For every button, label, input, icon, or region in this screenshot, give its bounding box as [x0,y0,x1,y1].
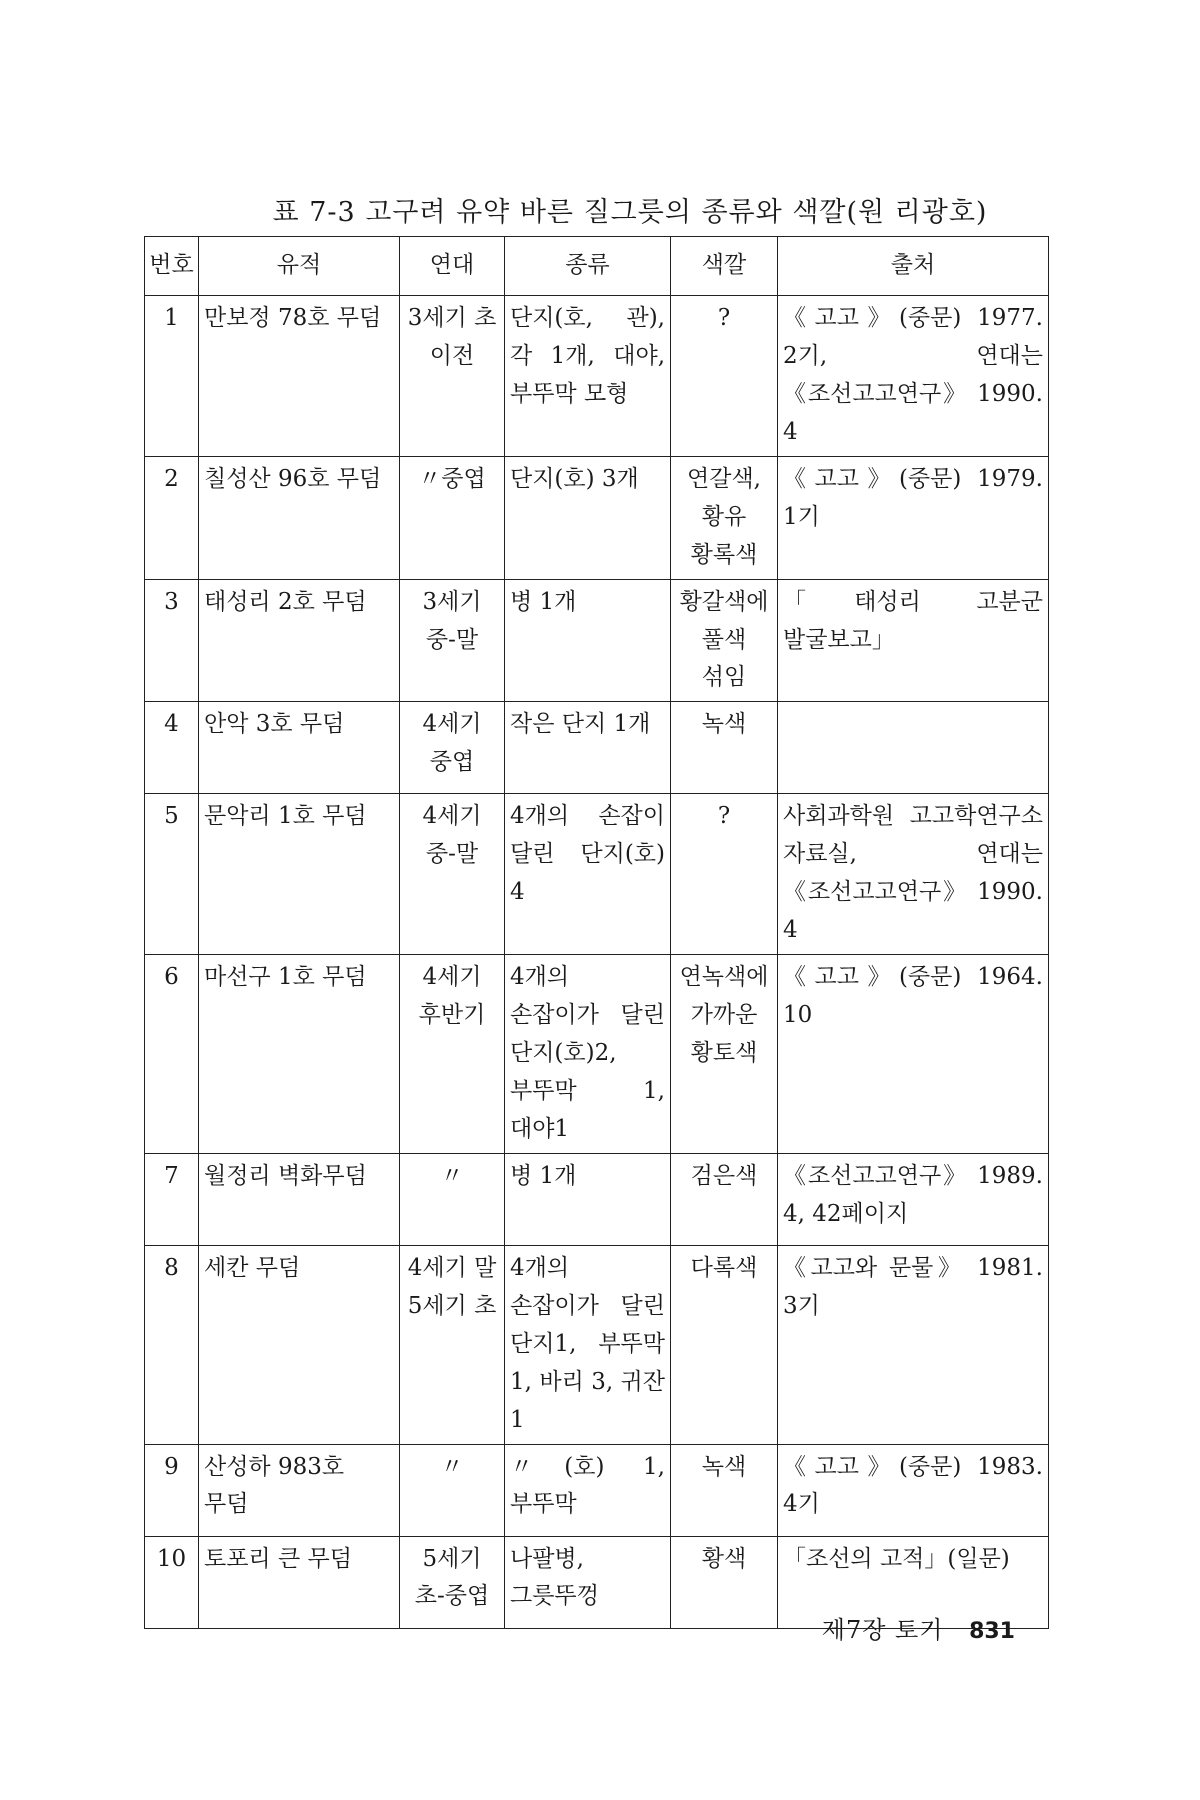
cell-era: 4세기 말 5세기 초 [400,1245,505,1444]
cell-site: 세칸 무덤 [199,1245,400,1444]
cell-color: 검은색 [671,1153,778,1245]
cell-source: 사회과학원 고고학연구소 자료실, 연대는 《조선고고연구》 1990. 4 [778,794,1049,955]
cell-color: 녹색 [671,1444,778,1536]
cell-site: 마선구 1호 무덤 [199,955,400,1154]
cell-color: 녹색 [671,702,778,794]
cell-site: 문악리 1호 무덤 [199,794,400,955]
cell-era: 5세기 초-중엽 [400,1536,505,1628]
cell-no: 3 [145,579,199,702]
cell-kind: 단지(호) 3개 [505,456,671,579]
page-footer [0,1610,1015,1645]
table-row [145,296,1049,457]
cell-source: 《고고와 문물》 1981. 3기 [778,1245,1049,1444]
table-row [145,1153,1049,1245]
chapter-label: 제7장 토기 [821,1616,944,1644]
table-header-row [145,237,1049,296]
cell-era: 〃 [400,1444,505,1536]
header-no: 번호 [145,237,199,296]
cell-kind: 병 1개 [505,579,671,702]
cell-source: 《고고》(중문) 1964. 10 [778,955,1049,1154]
glazed-pottery-table [144,236,1049,1629]
cell-era: 4세기 중-말 [400,794,505,955]
cell-color: 연갈색, 황유 황록색 [671,456,778,579]
table-row [145,702,1049,794]
page-number: 831 [969,1619,1015,1644]
cell-source: 《고고》(중문) 1977. 2기, 연대는 《조선고고연구》 1990. 4 [778,296,1049,457]
header-source: 출처 [778,237,1049,296]
cell-source: 《고고》(중문) 1979. 1기 [778,456,1049,579]
cell-era: 〃중엽 [400,456,505,579]
cell-no: 4 [145,702,199,794]
header-kind: 종류 [505,237,671,296]
header-color: 색깔 [671,237,778,296]
cell-color: 연녹색에 가까운 황토색 [671,955,778,1154]
cell-site: 산성하 983호 무덤 [199,1444,400,1536]
cell-no: 10 [145,1536,199,1628]
cell-source: 「태성리 고분군 발굴보고」 [778,579,1049,702]
cell-site: 칠성산 96호 무덤 [199,456,400,579]
cell-no: 2 [145,456,199,579]
cell-site: 안악 3호 무덤 [199,702,400,794]
cell-no: 6 [145,955,199,1154]
table-row [145,794,1049,955]
header-site: 유적 [199,237,400,296]
cell-color: 황색 [671,1536,778,1628]
cell-color: ? [671,296,778,457]
cell-color: 황갈색에 풀색 섞임 [671,579,778,702]
table-row [145,955,1049,1154]
cell-source: 《고고》(중문) 1983. 4기 [778,1444,1049,1536]
cell-site: 태성리 2호 무덤 [199,579,400,702]
cell-site: 월정리 벽화무덤 [199,1153,400,1245]
cell-source: 「조선의 고적」(일문) [778,1536,1049,1628]
cell-kind: 단지(호, 관), 각 1개, 대야, 부뚜막 모형 [505,296,671,457]
cell-no: 7 [145,1153,199,1245]
cell-kind: 작은 단지 1개 [505,702,671,794]
header-era: 연대 [400,237,505,296]
table-row [145,579,1049,702]
cell-no: 9 [145,1444,199,1536]
cell-era: 〃 [400,1153,505,1245]
table-title: 표 7-3 고구려 유약 바른 질그릇의 종류와 색깔(원 리광호) [272,197,988,228]
cell-era: 3세기 초 이전 [400,296,505,457]
cell-no: 8 [145,1245,199,1444]
cell-kind: 4개의 손잡이가 달린 단지1, 부뚜막 1, 바리 3, 귀잔 1 [505,1245,671,1444]
cell-source: 《조선고고연구》 1989. 4, 42페이지 [778,1153,1049,1245]
cell-no: 1 [145,296,199,457]
cell-kind: 병 1개 [505,1153,671,1245]
cell-kind: 4개의 손잡이가 달린 단지(호)2, 부뚜막 1, 대야1 [505,955,671,1154]
cell-site: 토포리 큰 무덤 [199,1536,400,1628]
cell-no: 5 [145,794,199,955]
cell-era: 4세기 후반기 [400,955,505,1154]
cell-era: 4세기 중엽 [400,702,505,794]
cell-kind: 나팔병, 그릇뚜껑 [505,1536,671,1628]
table-row [145,1245,1049,1444]
table-row [145,456,1049,579]
cell-era: 3세기 중-말 [400,579,505,702]
table-row [145,1444,1049,1536]
cell-color: 다록색 [671,1245,778,1444]
cell-color: ? [671,794,778,955]
cell-site: 만보정 78호 무덤 [199,296,400,457]
cell-kind: 〃(호) 1, 부뚜막 [505,1444,671,1536]
cell-source [778,702,1049,794]
cell-kind: 4개의 손잡이 달린 단지(호) 4 [505,794,671,955]
